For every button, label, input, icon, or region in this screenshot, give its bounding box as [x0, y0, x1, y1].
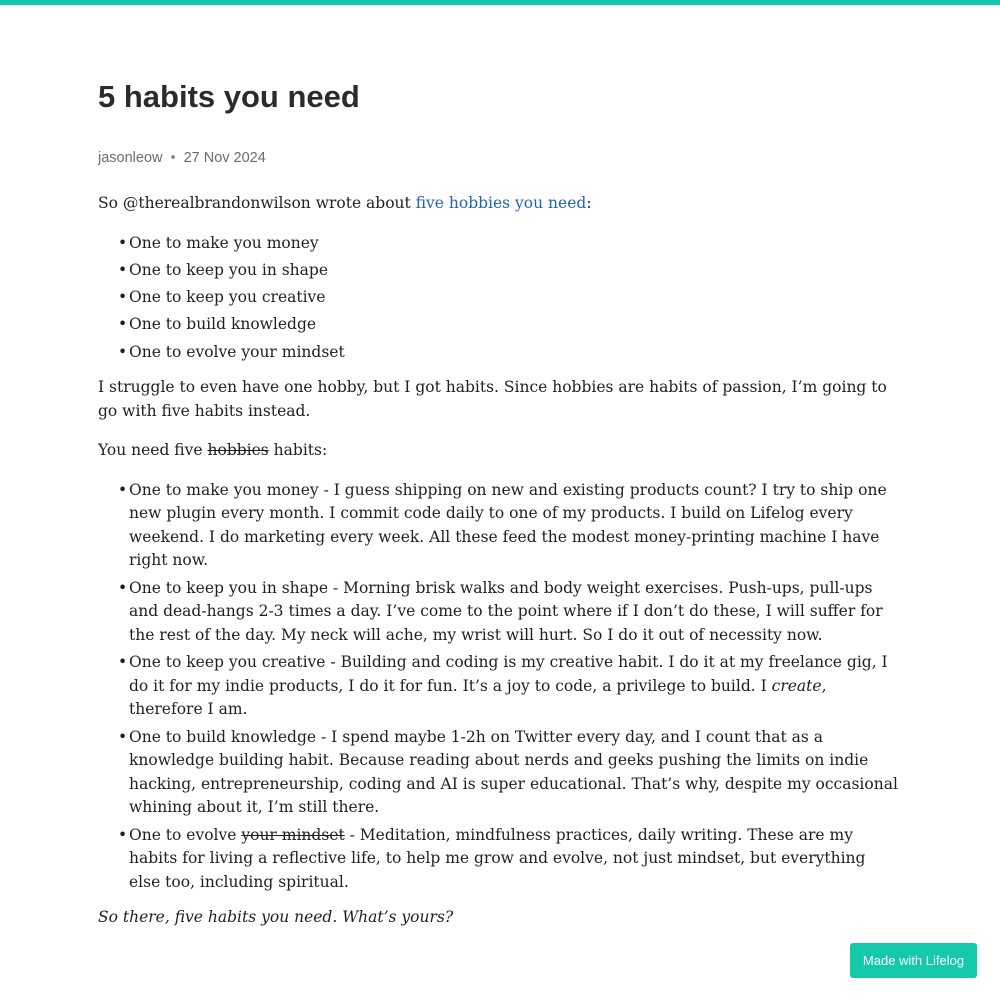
list-item: • One to build knowledge [118, 313, 898, 337]
list-item: • One to make you money - I guess shipping on new and existing products count? I try to ship one new plugin every month. I commit code daily to one of my products. I build on Lifelog every weekend. I do marketing every week. All these feed the modest money-printing machine I have right now. [118, 479, 898, 573]
post-author: jasonleow [98, 150, 163, 166]
need-suffix: habits: [268, 441, 328, 460]
hobbies-list [98, 232, 898, 365]
post-body [98, 192, 898, 930]
list-item: • One to keep you creative [118, 286, 898, 310]
list-item [118, 651, 898, 722]
list-item: • One to keep you in shape - Morning brisk walks and body weight exercises. Push-ups, pull-ups and dead-hangs 2-3 times a day. I’ve come to the point where if I don’t do these, I will suffer for the rest of the day. My neck will ache, my wrist will hurt. So I do it out of necessity now. [118, 577, 898, 648]
habit-text: , therefore I am. [129, 676, 827, 719]
list-item: • One to make you money [118, 232, 898, 256]
need-prefix: You need five [98, 441, 208, 460]
need-paragraph [98, 439, 898, 463]
habits-list [98, 479, 898, 895]
emphasis-create: create [771, 676, 822, 695]
list-item: • One to build knowledge - I spend maybe 1-2h on Twitter every day, and I count that as a knowledge building habit. Because reading about nerds and geeks pushing the limits on indie hacking, entrepreneurship, coding and AI is super educational. That’s why, despite my occasional whining about it, I’m still there. [118, 726, 898, 820]
list-item [118, 824, 898, 895]
post-title: 5 habits you need [98, 79, 360, 114]
top-accent-bar [0, 0, 1000, 5]
intro-prefix: So @therealbrandonwilson wrote about [98, 194, 416, 212]
struck-your-mindset: your mindset [241, 825, 345, 844]
list-item: • One to evolve your mindset [118, 341, 898, 365]
made-with-lifelog-button[interactable]: Made with Lifelog [850, 943, 977, 978]
habit-text: One to evolve [129, 825, 242, 844]
post-date: 27 Nov 2024 [183, 150, 266, 166]
five-hobbies-link[interactable]: five hobbies you need [415, 194, 587, 212]
struggle-paragraph: I struggle to even have one hobby, but I got habits. Since hobbies are habits of passion, I’m going to go with five habits instead. [98, 378, 887, 420]
habit-text: One to keep you creative - Building and coding is my creative habit. I do it at my freelance gig, I do it for my indie products, I do it for fun. It’s a joy to code, a privilege to build. I [129, 653, 888, 695]
post-meta [98, 148, 898, 168]
habit-text: - Meditation, mindfulness practices, daily writing. These are my habits for living a reflective life, to help me grow and evolve, not just mindset, but everything else too, including spiritual. [129, 825, 866, 891]
intro-suffix: : [586, 194, 592, 212]
intro-paragraph [98, 192, 898, 216]
meta-separator: • [170, 150, 176, 166]
list-item: • One to keep you in shape [118, 259, 898, 283]
post-article [98, 78, 898, 930]
closing-paragraph: So there, five habits you need. What’s yours? [98, 908, 454, 927]
struck-hobbies: hobbies [207, 441, 269, 460]
